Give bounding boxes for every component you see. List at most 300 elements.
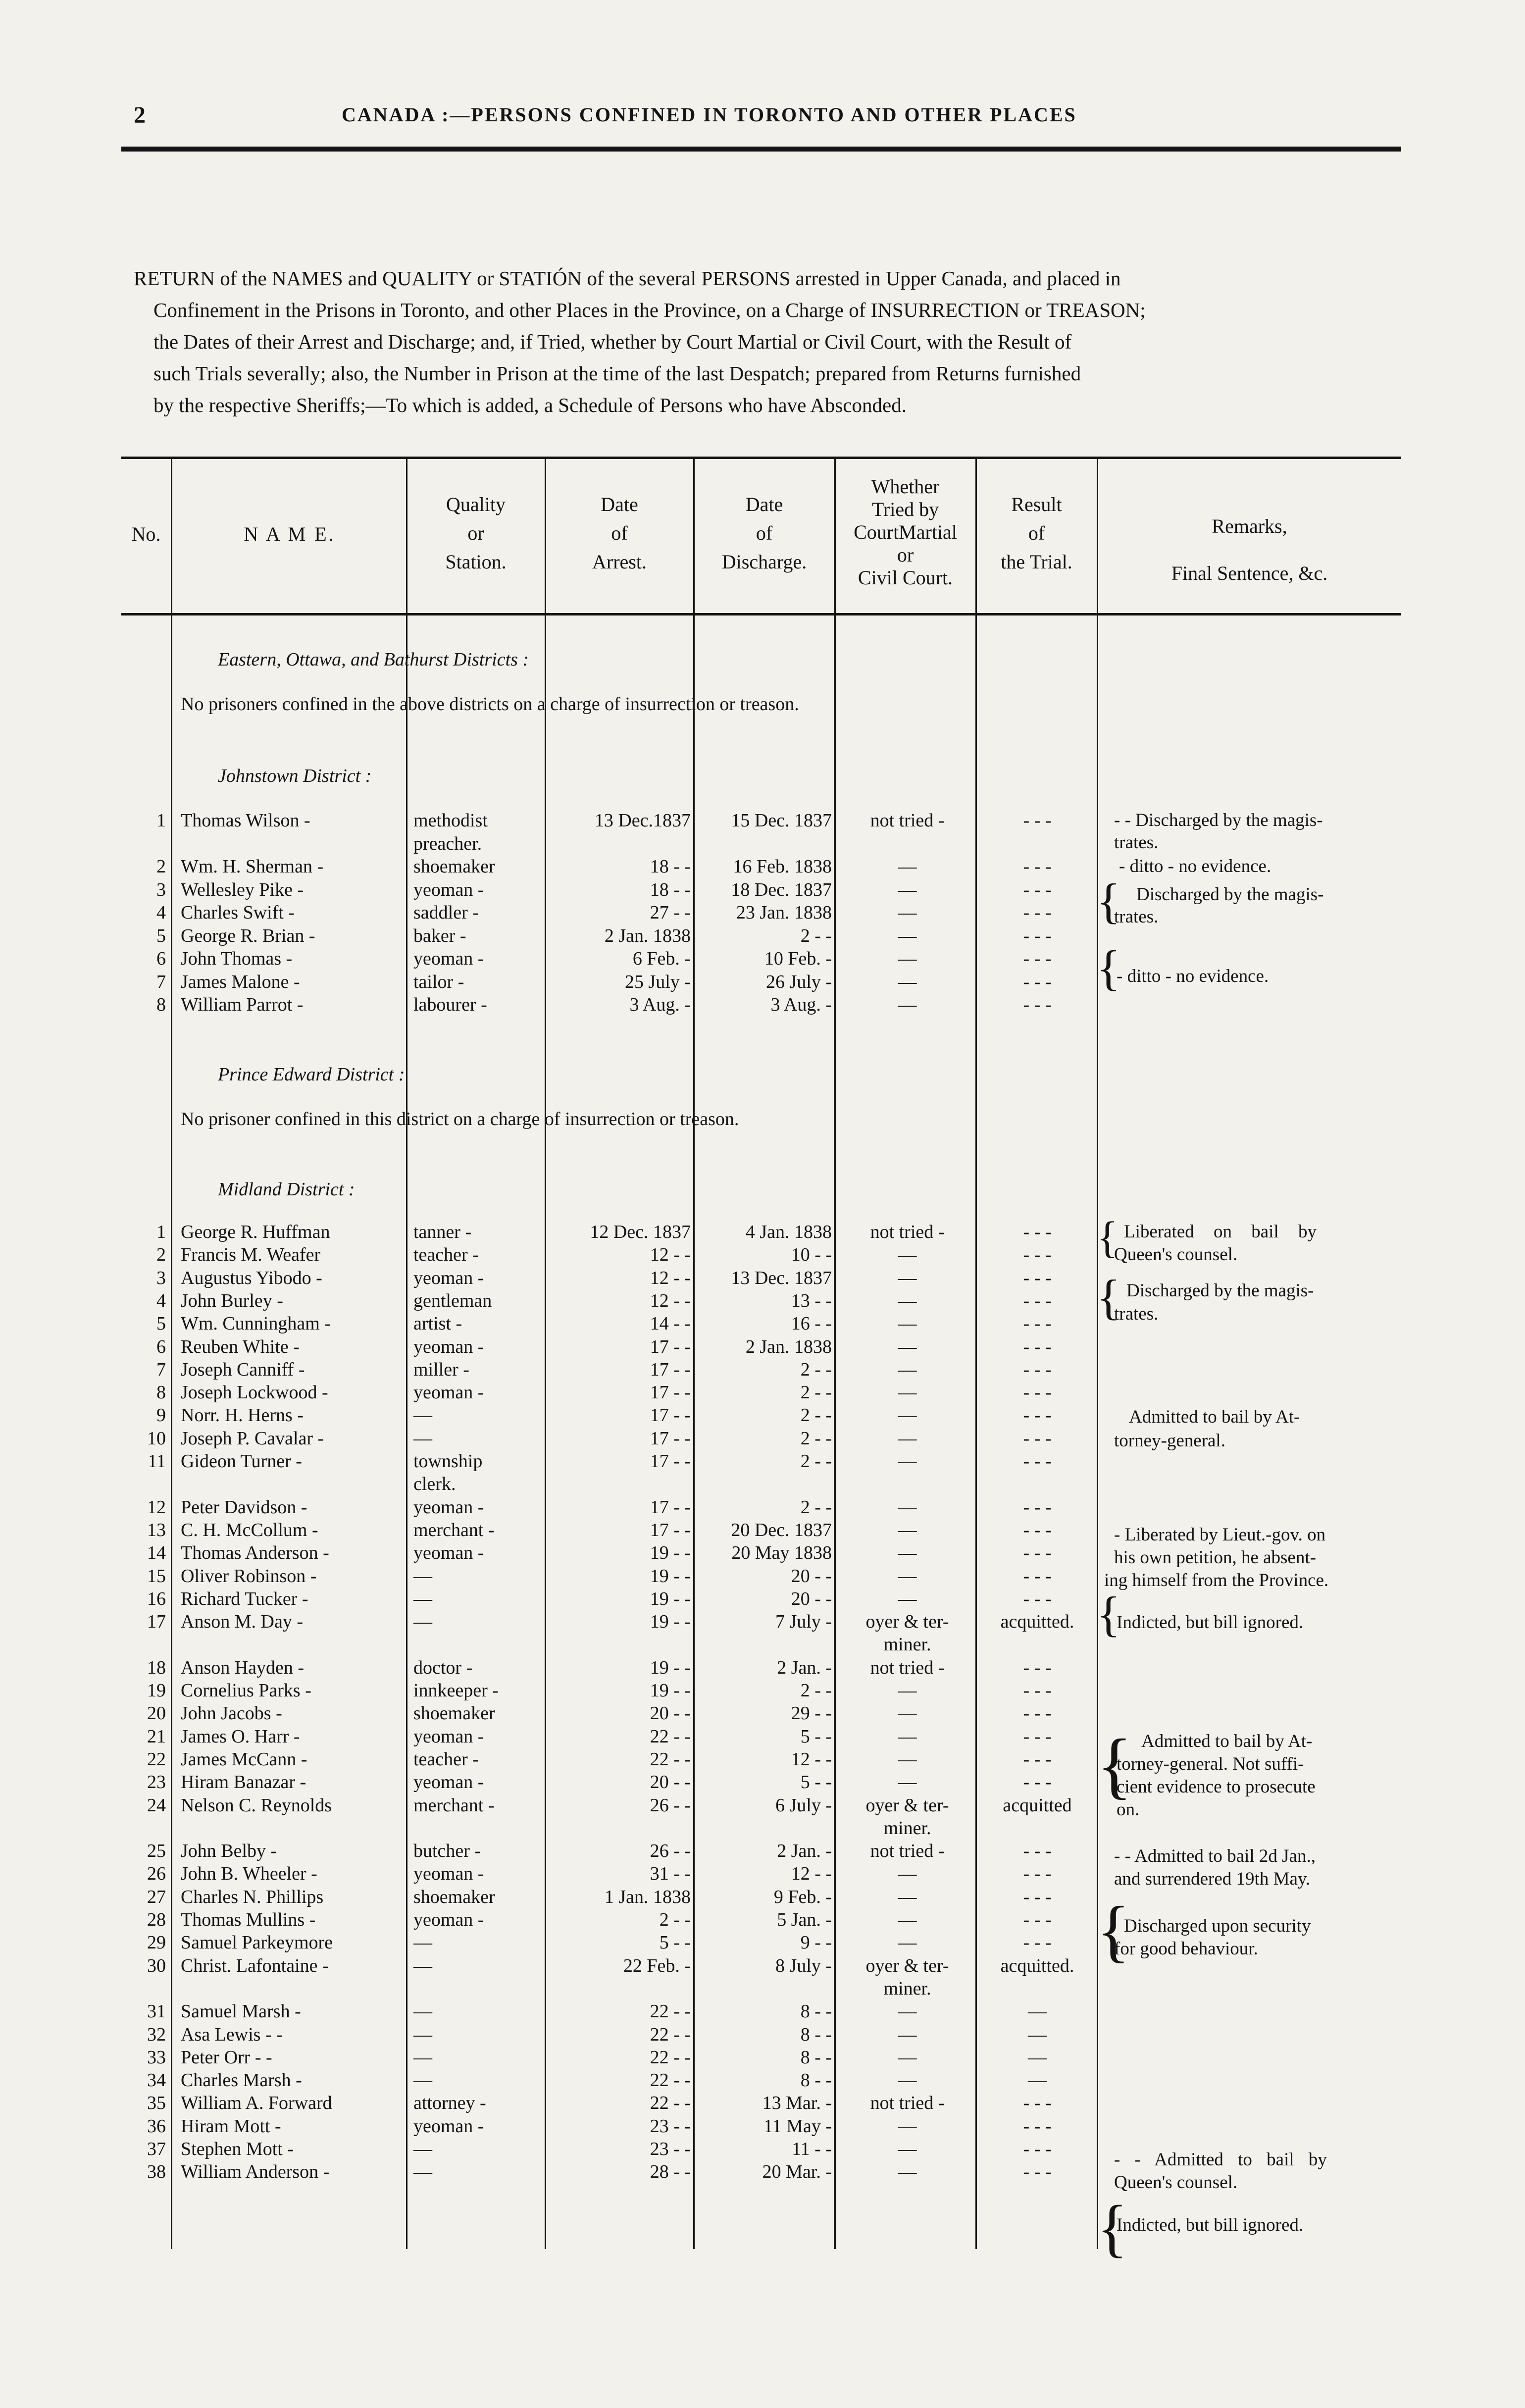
- row-arrest: 1 Jan. 1838: [604, 1886, 691, 1907]
- brace-icon: {: [1097, 873, 1120, 928]
- row-result: acquitted: [1003, 1794, 1072, 1816]
- brace-icon: {: [1097, 940, 1120, 995]
- row-name: Peter Davidson -: [181, 1496, 307, 1518]
- row-arrest: 17 - -: [650, 1359, 691, 1380]
- row-quality: yeoman -: [413, 1336, 484, 1357]
- row-tried: —: [898, 971, 917, 992]
- row-discharge: 4 Jan. 1838: [745, 1222, 832, 1242]
- remark: torney-general.: [1114, 1431, 1225, 1451]
- row-quality: yeoman -: [413, 1863, 484, 1885]
- row-tried: not tried -: [870, 1657, 945, 1678]
- row-name: Joseph Lockwood -: [181, 1382, 328, 1403]
- row-result: - - -: [1023, 1336, 1052, 1357]
- col-divider: [975, 457, 977, 2249]
- row-quality: artist -: [413, 1313, 462, 1334]
- row-name: Charles Marsh -: [181, 2070, 302, 2091]
- row-quality: —: [413, 1565, 432, 1587]
- row-name: Oliver Robinson -: [181, 1565, 317, 1587]
- row-quality: —: [413, 2024, 432, 2045]
- row-arrest: 13 Dec.1837: [594, 810, 691, 831]
- row-tried: —: [898, 856, 917, 877]
- row-arrest: 17 - -: [650, 1496, 691, 1518]
- row-arrest: 12 - -: [650, 1267, 691, 1288]
- row-result: —: [1028, 2047, 1047, 2068]
- row-number: 9: [156, 1405, 166, 1426]
- remark: Indicted, but bill ignored.: [1117, 2215, 1304, 2235]
- remark: Discharged by the magis-: [1136, 884, 1324, 905]
- row-name: John Jacobs -: [181, 1703, 282, 1724]
- row-quality: baker -: [413, 925, 466, 946]
- running-head: CANADA :—PERSONS CONFINED IN TORONTO AND OTHER PLACES: [342, 103, 1077, 126]
- row-result: - - -: [1023, 879, 1052, 900]
- row-quality: yeoman -: [413, 1496, 484, 1518]
- row-quality: miller -: [413, 1359, 469, 1380]
- page-number: 2: [134, 102, 146, 128]
- row-number: 3: [156, 1267, 166, 1288]
- row-arrest: 19 - -: [650, 1542, 691, 1564]
- row-arrest: 22 - -: [650, 1748, 691, 1770]
- col-divider: [1097, 457, 1098, 2249]
- section-heading: Eastern, Ottawa, and Bathurst Districts :: [218, 649, 529, 670]
- row-number: 4: [156, 902, 166, 923]
- header-arrest: [546, 490, 693, 576]
- row-name: Joseph Canniff -: [181, 1359, 305, 1380]
- row-discharge: 26 July -: [766, 971, 832, 992]
- row-arrest: 27 - -: [650, 902, 691, 923]
- row-tried: —: [898, 1267, 917, 1288]
- remark: torney-general. Not suffi-: [1117, 1754, 1304, 1774]
- row-result: - - -: [1023, 810, 1052, 831]
- row-tried: —: [898, 2024, 917, 2045]
- row-result: - - -: [1023, 1542, 1052, 1564]
- row-tried: —: [898, 2139, 917, 2159]
- row-tried: —: [898, 1313, 917, 1334]
- row-name: Samuel Marsh -: [181, 2001, 301, 2022]
- row-name: Peter Orr - -: [181, 2047, 272, 2068]
- row-number: 2: [156, 856, 166, 877]
- row-quality: shoemaker: [413, 856, 495, 877]
- row-tried: —: [898, 2161, 917, 2183]
- row-quality: yeoman -: [413, 1726, 484, 1747]
- header-discharge-line: Discharge.: [721, 551, 807, 573]
- row-result: - - -: [1023, 994, 1052, 1015]
- row-result: - - -: [1023, 1703, 1052, 1724]
- row-quality: township: [413, 1451, 483, 1472]
- row-result: - - -: [1023, 1244, 1052, 1266]
- row-discharge: 20 Dec. 1837: [731, 1519, 832, 1540]
- row-tried: —: [898, 2070, 917, 2091]
- row-result: - - -: [1023, 971, 1052, 992]
- row-arrest: 2 Jan. 1838: [604, 925, 691, 946]
- row-arrest: 31 - -: [650, 1863, 691, 1885]
- row-arrest: 2 - -: [659, 1909, 691, 1930]
- row-name: George R. Brian -: [181, 925, 315, 946]
- row-name: James McCann -: [181, 1748, 307, 1770]
- row-arrest: 6 Feb. -: [632, 948, 691, 969]
- row-discharge: 5 Jan. -: [777, 1909, 832, 1930]
- row-tried: miner.: [883, 1978, 931, 1999]
- row-quality: butcher -: [413, 1841, 481, 1862]
- row-number: 7: [156, 971, 166, 992]
- remark: his own petition, he absent-: [1114, 1547, 1316, 1568]
- row-discharge: 20 May 1838: [731, 1542, 832, 1564]
- brace-icon: {: [1097, 1587, 1120, 1641]
- remark: cient evidence to prosecute: [1117, 1777, 1316, 1797]
- row-result: - - -: [1023, 2115, 1052, 2137]
- row-quality: —: [413, 1588, 432, 1609]
- row-quality: —: [413, 1428, 432, 1449]
- row-quality: —: [413, 1955, 432, 1976]
- header-result: [976, 490, 1097, 576]
- header-remarks: [1098, 503, 1401, 597]
- remark: ing himself from the Province.: [1104, 1570, 1329, 1590]
- header-arrest-line: Date: [601, 493, 638, 515]
- row-result: acquitted.: [1000, 1611, 1074, 1633]
- row-discharge: 20 - -: [791, 1565, 832, 1587]
- row-quality: —: [413, 2001, 432, 2022]
- row-tried: oyer & ter-: [865, 1611, 949, 1633]
- row-tried: —: [898, 1382, 917, 1403]
- row-tried: not tried -: [870, 810, 945, 831]
- remark: Queen's counsel.: [1114, 1244, 1238, 1265]
- row-number: 4: [156, 1290, 166, 1311]
- row-result: - - -: [1023, 1519, 1052, 1540]
- row-result: - - -: [1023, 2139, 1052, 2159]
- remark: and surrendered 19th May.: [1114, 1869, 1311, 1889]
- row-arrest: 19 - -: [650, 1680, 691, 1701]
- row-result: - - -: [1023, 1588, 1052, 1609]
- row-arrest: 22 - -: [650, 2070, 691, 2091]
- row-discharge: 10 Feb. -: [764, 948, 832, 969]
- row-name: C. H. McCollum -: [181, 1519, 318, 1540]
- row-number: 18: [147, 1657, 166, 1678]
- row-tried: —: [898, 1496, 917, 1518]
- row-tried: —: [898, 994, 917, 1015]
- row-discharge: 13 Mar. -: [762, 2093, 832, 2114]
- row-tried: oyer & ter-: [865, 1955, 949, 1976]
- row-result: - - -: [1023, 1748, 1052, 1770]
- row-number: 5: [156, 1313, 166, 1334]
- row-arrest: 22 - -: [650, 2024, 691, 2045]
- row-quality: —: [413, 2139, 432, 2159]
- row-discharge: 2 - -: [800, 1496, 832, 1518]
- row-discharge: 29 - -: [791, 1703, 832, 1724]
- row-arrest: 26 - -: [650, 1794, 691, 1816]
- row-quality: attorney -: [413, 2093, 486, 2114]
- row-name: Thomas Anderson -: [181, 1542, 329, 1564]
- row-discharge: 2 - -: [800, 1680, 832, 1701]
- header-result-line: the Trial.: [1001, 551, 1072, 573]
- row-name: Reuben White -: [181, 1336, 300, 1357]
- remark: - - Admitted to bail 2d Jan.,: [1114, 1846, 1316, 1866]
- row-number: 21: [147, 1726, 166, 1747]
- row-tried: —: [898, 2115, 917, 2137]
- row-arrest: 23 - -: [650, 2115, 691, 2137]
- row-quality: yeoman -: [413, 879, 484, 900]
- row-tried: miner.: [883, 1817, 931, 1839]
- row-result: - - -: [1023, 1382, 1052, 1403]
- row-discharge: 9 Feb. -: [773, 1886, 832, 1907]
- row-number: 14: [147, 1542, 166, 1564]
- row-arrest: 23 - -: [650, 2139, 691, 2159]
- row-result: - - -: [1023, 1772, 1052, 1793]
- row-quality: —: [413, 1405, 432, 1426]
- remark: trates.: [1114, 907, 1159, 927]
- row-discharge: 6 July -: [775, 1794, 832, 1816]
- row-discharge: 20 - -: [791, 1588, 832, 1609]
- row-arrest: 17 - -: [650, 1519, 691, 1540]
- row-name: Thomas Mullins -: [181, 1909, 316, 1930]
- row-quality: —: [413, 2047, 432, 2068]
- row-discharge: 2 - -: [800, 1359, 832, 1380]
- row-number: 34: [147, 2070, 166, 2091]
- row-arrest: 17 - -: [650, 1382, 691, 1403]
- row-tried: —: [898, 1680, 917, 1701]
- row-name: Augustus Yibodo -: [181, 1267, 322, 1288]
- row-tried: —: [898, 1428, 917, 1449]
- header-quality-line: Station.: [445, 551, 507, 573]
- row-name: Charles N. Phillips: [181, 1886, 324, 1907]
- remark: - - Admitted to bail by: [1114, 2150, 1327, 2170]
- row-arrest: 17 - -: [650, 1451, 691, 1472]
- row-number: 19: [147, 1680, 166, 1701]
- row-discharge: 5 - -: [800, 1726, 832, 1747]
- header-tried-line: CourtMartial: [854, 521, 957, 543]
- intro-line: the Dates of their Arrest and Discharge; and, if Tried, whether by Court Martial or Civil Court, with the Result of: [153, 330, 1072, 353]
- row-quality: merchant -: [413, 1519, 495, 1540]
- header-arrest-line: Arrest.: [592, 551, 647, 573]
- row-arrest: 22 - -: [650, 2001, 691, 2022]
- row-arrest: 19 - -: [650, 1565, 691, 1587]
- remark: Discharged upon security: [1124, 1916, 1311, 1936]
- row-number: 20: [147, 1703, 166, 1724]
- brace-icon: {: [1097, 1270, 1120, 1325]
- row-quality: yeoman -: [413, 2115, 484, 2137]
- row-discharge: 9 - -: [800, 1932, 832, 1953]
- row-number: 24: [147, 1794, 166, 1816]
- header-name: N A M E.: [244, 523, 336, 545]
- row-name: Christ. Lafontaine -: [181, 1955, 329, 1976]
- row-number: 27: [147, 1886, 166, 1907]
- section-heading: Midland District :: [218, 1179, 355, 1200]
- row-quality: tanner -: [413, 1222, 472, 1242]
- row-number: 12: [147, 1496, 166, 1518]
- row-tried: —: [898, 1565, 917, 1587]
- row-name: Nelson C. Reynolds: [181, 1794, 332, 1816]
- row-tried: miner.: [883, 1634, 931, 1655]
- row-arrest: 17 - -: [650, 1428, 691, 1449]
- row-result: - - -: [1023, 1451, 1052, 1472]
- row-name: John Burley -: [181, 1290, 283, 1311]
- row-quality: shoemaker: [413, 1703, 495, 1724]
- row-tried: —: [898, 1932, 917, 1953]
- row-quality: methodist: [413, 810, 488, 831]
- row-arrest: 5 - -: [659, 1932, 691, 1953]
- section-note: No prisoners confined in the above districts on a charge of insurrection or treason.: [181, 694, 799, 715]
- row-quality: yeoman -: [413, 1382, 484, 1403]
- row-arrest: 12 Dec. 1837: [590, 1222, 691, 1242]
- row-arrest: 3 Aug. -: [629, 994, 691, 1015]
- header-discharge: [694, 490, 834, 576]
- row-result: - - -: [1023, 1863, 1052, 1885]
- remark: - Liberated by Lieut.-gov. on: [1114, 1525, 1326, 1545]
- header-quality: [407, 490, 545, 576]
- row-quality: yeoman -: [413, 1909, 484, 1930]
- row-number: 23: [147, 1772, 166, 1793]
- row-discharge: 11 May -: [763, 2115, 832, 2137]
- header-tried: [835, 475, 975, 589]
- row-name: Gideon Turner -: [181, 1451, 302, 1472]
- row-discharge: 12 - -: [791, 1863, 832, 1885]
- row-quality: yeoman -: [413, 1267, 484, 1288]
- row-number: 28: [147, 1909, 166, 1930]
- row-tried: —: [898, 2047, 917, 2068]
- row-tried: —: [898, 1451, 917, 1472]
- row-name: Asa Lewis - -: [181, 2024, 283, 2045]
- header-tried-line: Civil Court.: [858, 566, 953, 589]
- row-name: John Belby -: [181, 1841, 277, 1862]
- row-tried: —: [898, 1290, 917, 1311]
- row-tried: not tried -: [870, 1841, 945, 1862]
- header-remarks-line: Remarks,: [1212, 515, 1287, 537]
- row-number: 1: [156, 810, 166, 831]
- row-discharge: 8 - -: [800, 2070, 832, 2091]
- row-arrest: 22 - -: [650, 2093, 691, 2114]
- row-result: - - -: [1023, 1909, 1052, 1930]
- row-number: 6: [156, 1336, 166, 1357]
- header-result-line: of: [1028, 522, 1045, 544]
- row-quality: shoemaker: [413, 1886, 495, 1907]
- remark: Admitted to bail by At-: [1141, 1731, 1313, 1751]
- remark: Discharged by the magis-: [1126, 1281, 1314, 1301]
- row-tried: —: [898, 902, 917, 923]
- top-rule: [121, 147, 1401, 152]
- row-discharge: 2 Jan. 1838: [745, 1336, 832, 1357]
- intro-line: by the respective Sheriffs;—To which is added, a Schedule of Persons who have Absconded.: [153, 394, 907, 416]
- row-tried: —: [898, 925, 917, 946]
- row-tried: not tried -: [870, 1222, 945, 1242]
- row-tried: —: [898, 1519, 917, 1540]
- row-result: - - -: [1023, 1428, 1052, 1449]
- row-arrest: 22 - -: [650, 1726, 691, 1747]
- row-name: Hiram Banazar -: [181, 1772, 306, 1793]
- row-tried: —: [898, 1726, 917, 1747]
- row-arrest: 22 Feb. -: [623, 1955, 691, 1976]
- row-result: - - -: [1023, 1565, 1052, 1587]
- row-discharge: 2 - -: [800, 1451, 832, 1472]
- row-discharge: 8 July -: [775, 1955, 832, 1976]
- row-quality: saddler -: [413, 902, 479, 923]
- remark: Indicted, but bill ignored.: [1117, 1612, 1304, 1633]
- row-name: James Malone -: [181, 971, 300, 992]
- row-quality: teacher -: [413, 1244, 479, 1266]
- row-arrest: 17 - -: [650, 1336, 691, 1357]
- row-number: 16: [147, 1588, 166, 1609]
- row-result: - - -: [1023, 1405, 1052, 1426]
- row-result: - - -: [1023, 1313, 1052, 1334]
- row-number: 8: [156, 994, 166, 1015]
- row-number: 3: [156, 879, 166, 900]
- row-result: - - -: [1023, 1496, 1052, 1518]
- row-name: Wm. H. Sherman -: [181, 856, 324, 877]
- row-tried: —: [898, 1244, 917, 1266]
- row-result: - - -: [1023, 925, 1052, 946]
- row-arrest: 19 - -: [650, 1657, 691, 1678]
- row-discharge: 12 - -: [791, 1748, 832, 1770]
- row-tried: —: [898, 1748, 917, 1770]
- row-name: Charles Swift -: [181, 902, 295, 923]
- row-tried: —: [898, 948, 917, 969]
- header-discharge-line: Date: [745, 493, 783, 515]
- row-quality: gentleman: [413, 1290, 492, 1311]
- col-divider: [545, 457, 546, 2249]
- row-name: Joseph P. Cavalar -: [181, 1428, 324, 1449]
- row-result: - - -: [1023, 1680, 1052, 1701]
- row-number: 33: [147, 2047, 166, 2068]
- row-arrest: 17 - -: [650, 1405, 691, 1426]
- row-discharge: 16 - -: [791, 1313, 832, 1334]
- brace-icon: {: [1097, 1213, 1118, 1262]
- row-result: - - -: [1023, 2093, 1052, 2114]
- row-quality: —: [413, 1611, 432, 1633]
- row-result: —: [1028, 2001, 1047, 2022]
- row-number: 6: [156, 948, 166, 969]
- row-quality: innkeeper -: [413, 1680, 499, 1701]
- row-name: William A. Forward: [181, 2093, 332, 2114]
- row-name: Norr. H. Herns -: [181, 1405, 304, 1426]
- row-tried: —: [898, 1863, 917, 1885]
- row-arrest: 25 July -: [625, 971, 691, 992]
- row-discharge: 2 - -: [800, 1405, 832, 1426]
- row-name: Wm. Cunningham -: [181, 1313, 331, 1334]
- row-number: 2: [156, 1244, 166, 1266]
- row-discharge: 5 - -: [800, 1772, 832, 1793]
- row-discharge: 2 - -: [800, 1428, 832, 1449]
- section-heading: Prince Edward District :: [218, 1064, 405, 1085]
- row-result: acquitted.: [1000, 1955, 1074, 1976]
- row-number: 30: [147, 1955, 166, 1976]
- header-remarks-line: Final Sentence, &c.: [1171, 562, 1328, 584]
- row-result: - - -: [1023, 2161, 1052, 2183]
- row-result: —: [1028, 2024, 1047, 2045]
- row-number: 36: [147, 2115, 166, 2137]
- row-quality: —: [413, 2070, 432, 2091]
- row-name: Samuel Parkeymore: [181, 1932, 333, 1953]
- row-number: 13: [147, 1519, 166, 1540]
- remark: for good behaviour.: [1114, 1939, 1258, 1959]
- row-number: 22: [147, 1748, 166, 1770]
- row-result: - - -: [1023, 1726, 1052, 1747]
- row-quality: —: [413, 2161, 432, 2183]
- row-tried: —: [898, 1909, 917, 1930]
- row-number: 11: [148, 1451, 166, 1472]
- row-result: - - -: [1023, 1932, 1052, 1953]
- header-quality-line: or: [467, 522, 484, 544]
- row-discharge: 8 - -: [800, 2001, 832, 2022]
- col-divider: [834, 457, 836, 2249]
- row-number: 1: [156, 1222, 166, 1242]
- row-name: William Anderson -: [181, 2161, 330, 2183]
- row-number: 37: [147, 2139, 166, 2159]
- remark: Admitted to bail by At-: [1129, 1407, 1300, 1427]
- row-discharge: 13 Dec. 1837: [731, 1267, 832, 1288]
- row-result: - - -: [1023, 1841, 1052, 1862]
- row-quality: teacher -: [413, 1748, 479, 1770]
- header-bottom-rule: [121, 613, 1401, 615]
- row-discharge: 11 - -: [792, 2139, 832, 2159]
- row-name: James O. Harr -: [181, 1726, 300, 1747]
- row-number: 7: [156, 1359, 166, 1380]
